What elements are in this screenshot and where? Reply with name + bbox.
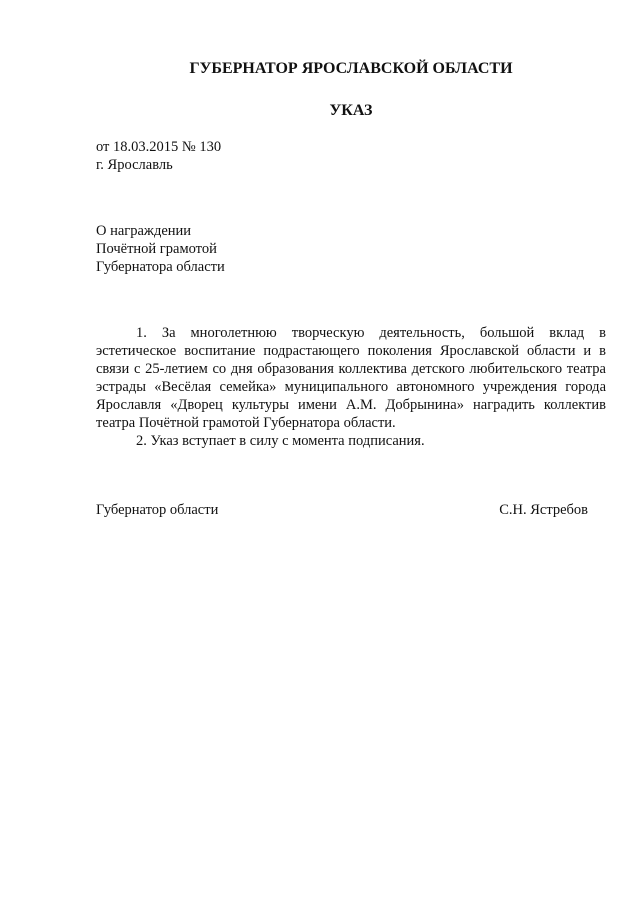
subject-line: Губернатора области (96, 259, 225, 275)
document-type: УКАЗ (329, 102, 373, 119)
date-number: от 18.03.2015 № 130 (96, 139, 222, 155)
place: г. Ярославль (96, 157, 173, 173)
signatory-name: С.Н. Ястребов (499, 502, 588, 518)
issuing-authority: ГУБЕРНАТОР ЯРОСЛАВСКОЙ ОБЛАСТИ (189, 60, 513, 77)
body-paragraph: 1. За многолетнюю творческую деятельность, большой вклад в эстетическое воспитание подрастающего поколения Ярославской области и в связи с 25-летием со дня образования коллектива детского любительского театра эстрады «Весёлая семейка» муниципального автономного учреждения города Ярославля «Дворец культуры имени А.М. Добрынина» наградить коллектив театра Почётной грамотой Губернатора области. (96, 325, 606, 431)
signature-block (96, 501, 588, 519)
subject-line: Почётной грамотой (96, 241, 217, 257)
body-paragraph: 2. Указ вступает в силу с момента подписания. (136, 433, 425, 449)
subject-line: О награждении (96, 223, 192, 239)
signatory-position: Губернатор области (96, 502, 219, 518)
document-body (96, 324, 606, 450)
document-meta (96, 138, 221, 174)
document-subject (96, 222, 225, 276)
